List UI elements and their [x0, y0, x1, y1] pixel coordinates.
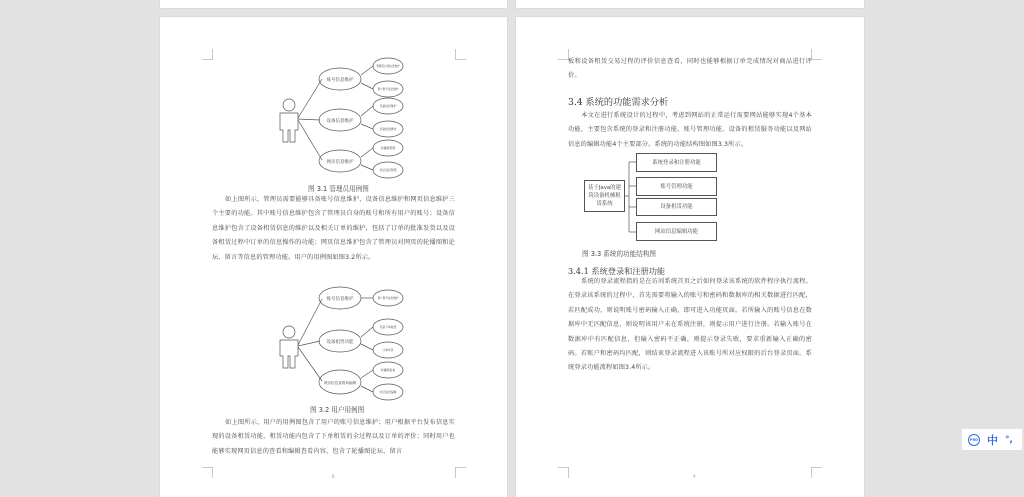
sub-use-case-label: 用户账号信息维护 [377, 297, 399, 300]
previous-page-left-bottom [160, 0, 507, 8]
section-heading: 3.4 系统的功能需求分析 [568, 97, 669, 108]
actor-head-icon [283, 326, 295, 338]
system-root-box: 基于Java的建筑设备机械租赁系统 [584, 180, 625, 212]
user-use-case-diagram [270, 282, 420, 407]
use-case-label: 设备信息维护 [326, 119, 354, 124]
sub-use-case-label: 设备信息维护 [379, 104, 397, 108]
figure-caption: 图 3.3 系统的功能结构图 [582, 250, 657, 258]
module-box: 设备租赁功能 [636, 198, 717, 216]
sub-use-case-label: 论坛信息编辑 [379, 390, 397, 394]
body-paragraph: 如上图所示，管理员需要能够具备账号信息维护、设备信息维护和网页信息维护三个主要的功能。其中账号信息维护包含了管理员自身的账号和所有用户的账号；设备信息维护包含了设备租赁信息的维护以及相关订单的维护，包括了订单的批准发货以及设备租赁过程中订单的信息操作的功能；网页信息维护包含了管理员对网页的轮播图和论坛、留言等信息的管理功能。用户的用例图如图3.2所示。 [212, 196, 455, 261]
previous-page-right-bottom [516, 0, 864, 8]
function-structure-diagram [584, 153, 724, 243]
ime-logo-icon[interactable]: PRO [968, 434, 980, 446]
margin-mark-top-right [811, 49, 822, 60]
sub-use-case-label: 轮播图查看 [381, 368, 395, 372]
actor-body-icon [280, 340, 298, 368]
sub-use-case-label: 论坛信息管理 [379, 168, 397, 172]
sub-use-case-label: 设备下单租赁 [379, 325, 397, 329]
figure-caption: 图 3.2 用户用例图 [310, 406, 365, 414]
subsection-heading: 3.4.1 系统登录和注册功能 [568, 266, 666, 276]
body-paragraph: 板和设备租赁交易过程的评价信息查看，同时也能够根据订单完成情况对商品进行评价。 [568, 58, 812, 80]
margin-mark-top-left [202, 49, 213, 60]
body-paragraph: 系统的登录流程指的是在访问系统首页之后如何登录该系统的软件程序执行流程。在登录该系统的过程中，首先需要将输入的账号和密码和数据库的相关数据进行匹配，若匹配成功，则说明账号密码输入正确，即可进入功能页面。若所输入的账号信息在数据库中无匹配信息，则说明该用户未在系统注册，则提示用户进行注册。若输入账号在数据库中有匹配信息，但输入密码不正确，则提示登录失败，要求重新输入正确的密码。若账户和密码均匹配，则结束登录流程进入该账号所对应权限的后台登录页面。系统登录功能流程如图3.4所示。 [568, 278, 812, 372]
page-number: 8 [332, 474, 335, 479]
document-page-9 [516, 17, 864, 497]
body-paragraph: 如上图所示，用户的用例图包含了用户的账号信息维护；用户根据平台发布信息实现的设备租赁功能，租赁功能内包含了下单租赁的全过程以及订单的评价；同时用户也能够实现网页信息的查看和编辑查看内容，包含了轮播图论坛、留言 [212, 419, 455, 455]
figure-caption: 图 3.1 管理员用例图 [308, 185, 369, 193]
margin-mark-top-right [455, 49, 466, 60]
module-box: 账号管理功能 [636, 177, 717, 196]
use-case-label: 网页信息维护 [326, 160, 354, 165]
ime-language-toggle[interactable]: 中 [987, 433, 998, 447]
sub-use-case-label: 订单评价 [382, 348, 394, 352]
margin-mark-bottom-right [455, 467, 466, 478]
sub-use-case-label: 设备租赁操作 [379, 127, 397, 131]
use-case-label: 网页信息查看和编辑 [323, 381, 357, 385]
admin-use-case-diagram [270, 52, 420, 182]
ime-punctuation-toggle[interactable]: °, [1005, 434, 1013, 445]
module-box: 系统登录和注册功能 [636, 153, 717, 172]
sub-use-case-label: 轮播图管理 [381, 146, 395, 150]
margin-mark-bottom-left [202, 467, 213, 478]
use-case-label: 账号信息维护 [326, 78, 354, 83]
sub-use-case-label: 管理员自身信息维护 [376, 65, 400, 68]
actor-body-icon [280, 113, 298, 142]
document-page-8 [160, 17, 507, 497]
ime-toolbar[interactable] [962, 429, 1022, 450]
page-number: 9 [693, 474, 696, 479]
sub-use-case-label: 用户账号信息维护 [377, 88, 399, 91]
use-case-label: 账号信息维护 [326, 297, 354, 302]
actor-head-icon [283, 99, 295, 111]
margin-mark-bottom-left [558, 467, 569, 478]
use-case-label: 设备租赁功能 [326, 340, 354, 345]
body-paragraph: 本文在进行系统设计的过程中，考虑到网站的正常运行需要网站能够实现4个基本功能，主要包含系统的登录和注册功能、账号管理功能、设备的租赁服务功能以及网站信息的编辑功能4个主要部分。系统的功能结构图如图3.3所示。 [568, 112, 812, 148]
module-box: 网站信息编辑功能 [636, 222, 717, 241]
margin-mark-bottom-right [811, 467, 822, 478]
